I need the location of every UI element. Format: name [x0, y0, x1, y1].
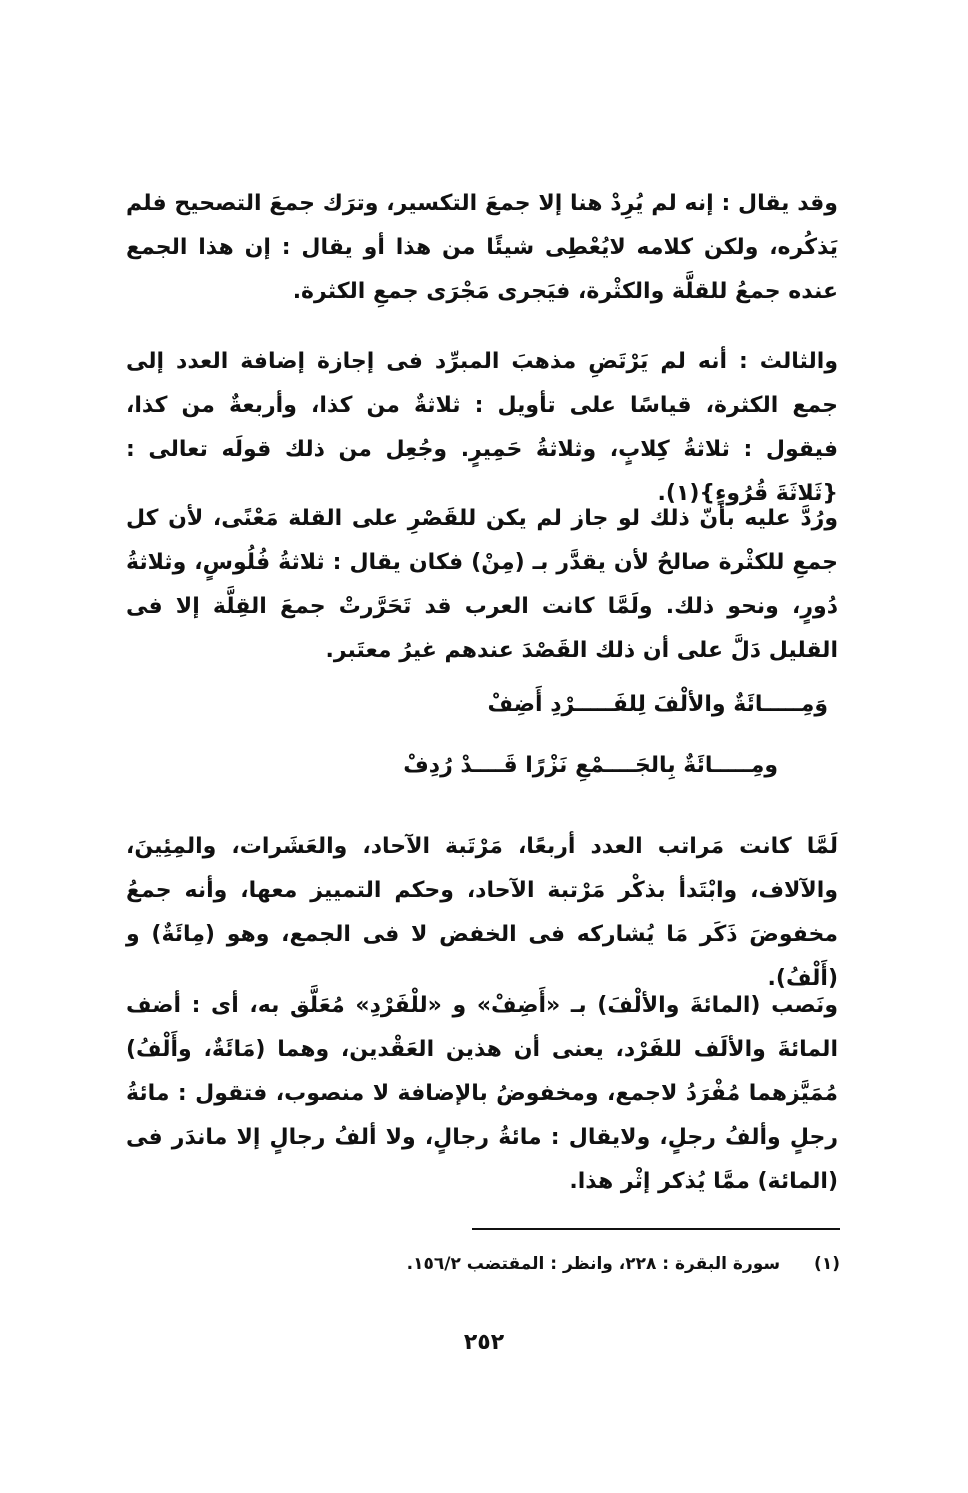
- paragraph-1: وقد يقال : إنه لم يُرِدْ هنا إلا جمعَ التكسير، وترَك جمعَ التصحيح فلم يَذكُره، ولكن كلامه لايُعْطِى شيئًا من هذا أو يقال : إن هذا الجمع عنده جمعُ للقلَّة والكثْرة، فيَجرى مَجْرَى جمعِ الكثرة.: [126, 191, 838, 304]
- paragraph-4: لَمَّا كانت مَراتب العدد أربعًا، مَرْتَبة الآحاد، والعَشَرات، والمِئِينَ، والآلاف، وابْتَدأ بذكْر مَرْتبة الآحاد، وحكم التمييز معها، وأنه جمعُ مخفوضَ ذَكَر مَا يُشاركه فى الخفض لا فى الجمع، وهو (مِائَةٌ) و (أَلْفُ).: [126, 834, 838, 991]
- page-number: ٢٥٢: [463, 1330, 505, 1355]
- footnote-divider: [472, 1228, 840, 1230]
- verse-line-2: ومِـــــائَةٌ بِالجَــــمْعِ نَزْرًا قَــــدْ رُدِفْ: [403, 753, 778, 778]
- footnote-number: (١): [814, 1254, 840, 1274]
- verse-line-1: وَمِـــــائَةٌ والألْفَ لِلفَـــــرْدِ أَضِفْ: [487, 692, 828, 717]
- footnote: [280, 1250, 840, 1278]
- paragraph-2: والثالث : أنه لم يَرْتَضِ مذهبَ المبرِّد فى إجازة إضافة العدد إلى جمع الكثرة، قياسًا على تأويل : ثلاثةٌ من كذا، وأربعةٌ من كذا، فيقول : ثلاثةُ كِلابٍ، وثلاثةُ حَمِيرٍ. وجُعِل من ذلك قولَه تعالى : {ثَلاثَةَ قُرُوءٍ}(١).: [126, 349, 838, 506]
- paragraph-5: ونَصب (المائةَ والألْفَ) بـ «أَضِفْ» و «للْفَرْدِ» مُعَلَّق به، أى : أضف المائةَ والألَف للفَرْد، يعنى أن هذين العَقْدين، وهما (مَائَةٌ، وأَلْفُ) مُمَيَّزهما مُفْرَدُ لاجمع، ومخفوضُ بالإضافة لا منصوب، فتقول : مائةُ رجلٍ وألفُ رجلٍ، ولايقال : مائةُ رجالٍ، ولا ألفُ رجالٍ إلا ماندَر فى (المائة) ممَّا يُذكر إثْر هذا.: [126, 993, 838, 1194]
- paragraph-3: ورُدَّ عليه بأنّ ذلك لو جاز لم يكن للقَصْرِ على القلة مَعْنًى، لأن كل جمعِ للكثْرة صالحُ لأن يقدَّر بـ (مِنْ) فكان يقال : ثلاثةُ فُلُوسٍ، وثلاثةُ دُورٍ، ونحو ذلك. ولَمَّا كانت العرب قد تَحَرَّرتْ جمعَ القِلَّة إلا فى القليل دَلَّ على أن ذلك القَصْدَ عندهم غيرُ معتَبر.: [126, 506, 838, 663]
- footnote-text: سورة البقرة : ٢٢٨، وانظر : المقتضب ١٥٦/٢.: [406, 1254, 781, 1274]
